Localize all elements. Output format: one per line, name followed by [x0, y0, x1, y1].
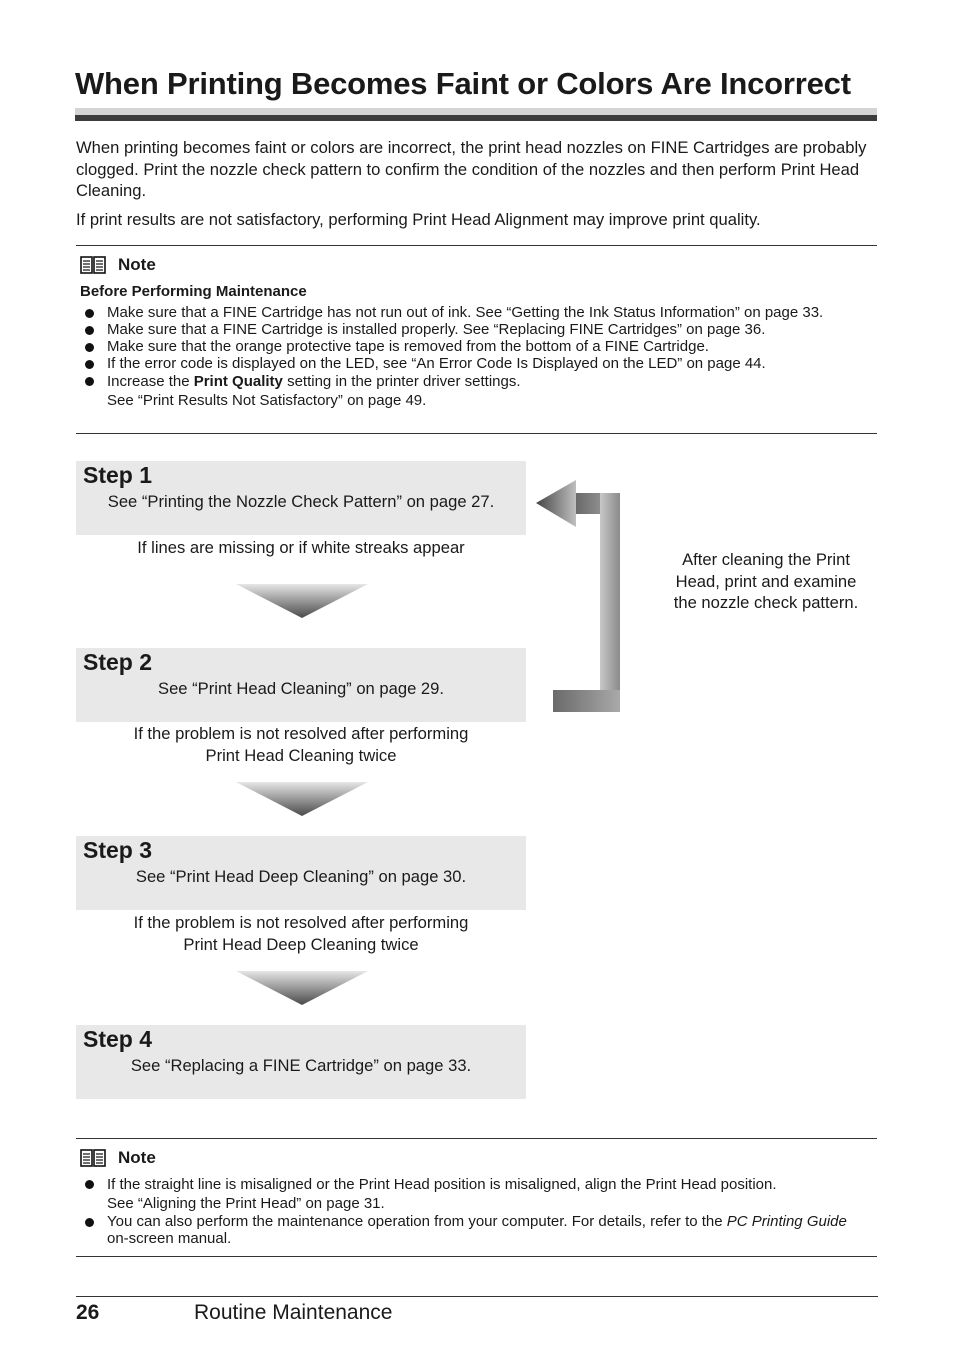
pc-printing-guide-title: PC Printing Guide: [726, 1213, 847, 1230]
title-rule-light: [75, 108, 877, 115]
note1-heading-label: Note: [118, 255, 156, 274]
step-1-box: [76, 461, 526, 535]
page-title: When Printing Becomes Faint or Colors Are Incorrect: [75, 66, 851, 101]
open-book-icon: [80, 256, 106, 274]
intro-paragraph-2: If print results are not satisfactory, performing Print Head Alignment may improve print quality.: [76, 209, 761, 229]
bullet-icon: [85, 309, 94, 318]
down-arrow-icon: [236, 971, 368, 1005]
title-rule-dark: [75, 115, 877, 121]
note1-list: [80, 304, 870, 410]
note2-heading: [80, 1148, 156, 1168]
step-1-reference: See “Printing the Nozzle Check Pattern” on page 27.: [107, 492, 495, 511]
list-item: If the straight line is misaligned or the Print Head position is misaligned, align the Print Head position. See “Aligning the Print Head” on page 31.: [80, 1175, 870, 1213]
list-item: Make sure that a FINE Cartridge is installed properly. See “Replacing FINE Cartridges” on page 36.: [80, 321, 870, 338]
down-arrow-icon: [236, 782, 368, 816]
step-4-reference: See “Replacing a FINE Cartridge” on page 33.: [130, 1056, 472, 1075]
step-3-reference: See “Print Head Deep Cleaning” on page 30.: [135, 867, 467, 886]
note1-top-rule: [76, 245, 877, 246]
note2-top-rule: [76, 1138, 877, 1139]
note2-heading-label: Note: [118, 1148, 156, 1167]
side-note: After cleaning the Print Head, print and examine the nozzle check pattern.: [673, 550, 859, 613]
section-name: Routine Maintenance: [194, 1301, 393, 1324]
list-item: Make sure that the orange protective tape is removed from the bottom of a FINE Cartridge.: [80, 338, 870, 355]
bullet-icon: [85, 1180, 94, 1189]
condition-3: If the problem is not resolved after performing Print Head Deep Cleaning twice: [133, 913, 469, 954]
intro-text: [76, 137, 876, 237]
page-number: 26: [76, 1301, 100, 1324]
bullet-icon: [85, 326, 94, 335]
loop-back-arrow: [534, 478, 624, 714]
bullet-icon: [85, 1218, 94, 1227]
list-item: You can also perform the maintenance operation from your computer. For details, refer to the PC Printing Guide on-screen manual.: [80, 1213, 870, 1247]
open-book-icon: [80, 1149, 106, 1167]
down-arrow-icon: [236, 584, 368, 618]
bullet-icon: [85, 377, 94, 386]
condition-1: If lines are missing or if white streaks appear: [137, 538, 465, 557]
note1-subheading: Before Performing Maintenance: [80, 283, 307, 300]
print-quality-setting-label: Print Quality: [193, 373, 283, 390]
list-item: Increase the Print Quality setting in the printer driver settings. See “Print Results Not Satisfactory” on page 49.: [80, 372, 870, 410]
step-2-box: [76, 648, 526, 722]
bullet-icon: [85, 360, 94, 369]
step-4-label: Step 4: [83, 1026, 153, 1052]
note2-list: [80, 1175, 870, 1247]
step-2-reference: See “Print Head Cleaning” on page 29.: [158, 679, 444, 698]
step-3-box: [76, 836, 526, 910]
intro-paragraph-1: When printing becomes faint or colors are incorrect, the print head nozzles on FINE Cartridges are probably clogged. Print the nozzle check pattern to confirm the condition of the nozzles and then perform Print Head Cleaning.: [76, 138, 867, 200]
condition-2: If the problem is not resolved after performing Print Head Cleaning twice: [133, 724, 469, 765]
note1-heading: [80, 255, 156, 275]
bullet-icon: [85, 343, 94, 352]
step-3-label: Step 3: [83, 837, 153, 863]
footer-rule: [76, 1296, 878, 1297]
step-2-label: Step 2: [83, 649, 153, 675]
list-item: If the error code is displayed on the LED, see “An Error Code Is Displayed on the LED” on page 44.: [80, 355, 870, 372]
step-1-label: Step 1: [83, 462, 153, 488]
list-item: Make sure that a FINE Cartridge has not run out of ink. See “Getting the Ink Status Information” on page 33.: [80, 304, 870, 321]
note1-bottom-rule: [76, 433, 877, 434]
note2-bottom-rule: [76, 1256, 877, 1257]
step-4-box: [76, 1025, 526, 1099]
